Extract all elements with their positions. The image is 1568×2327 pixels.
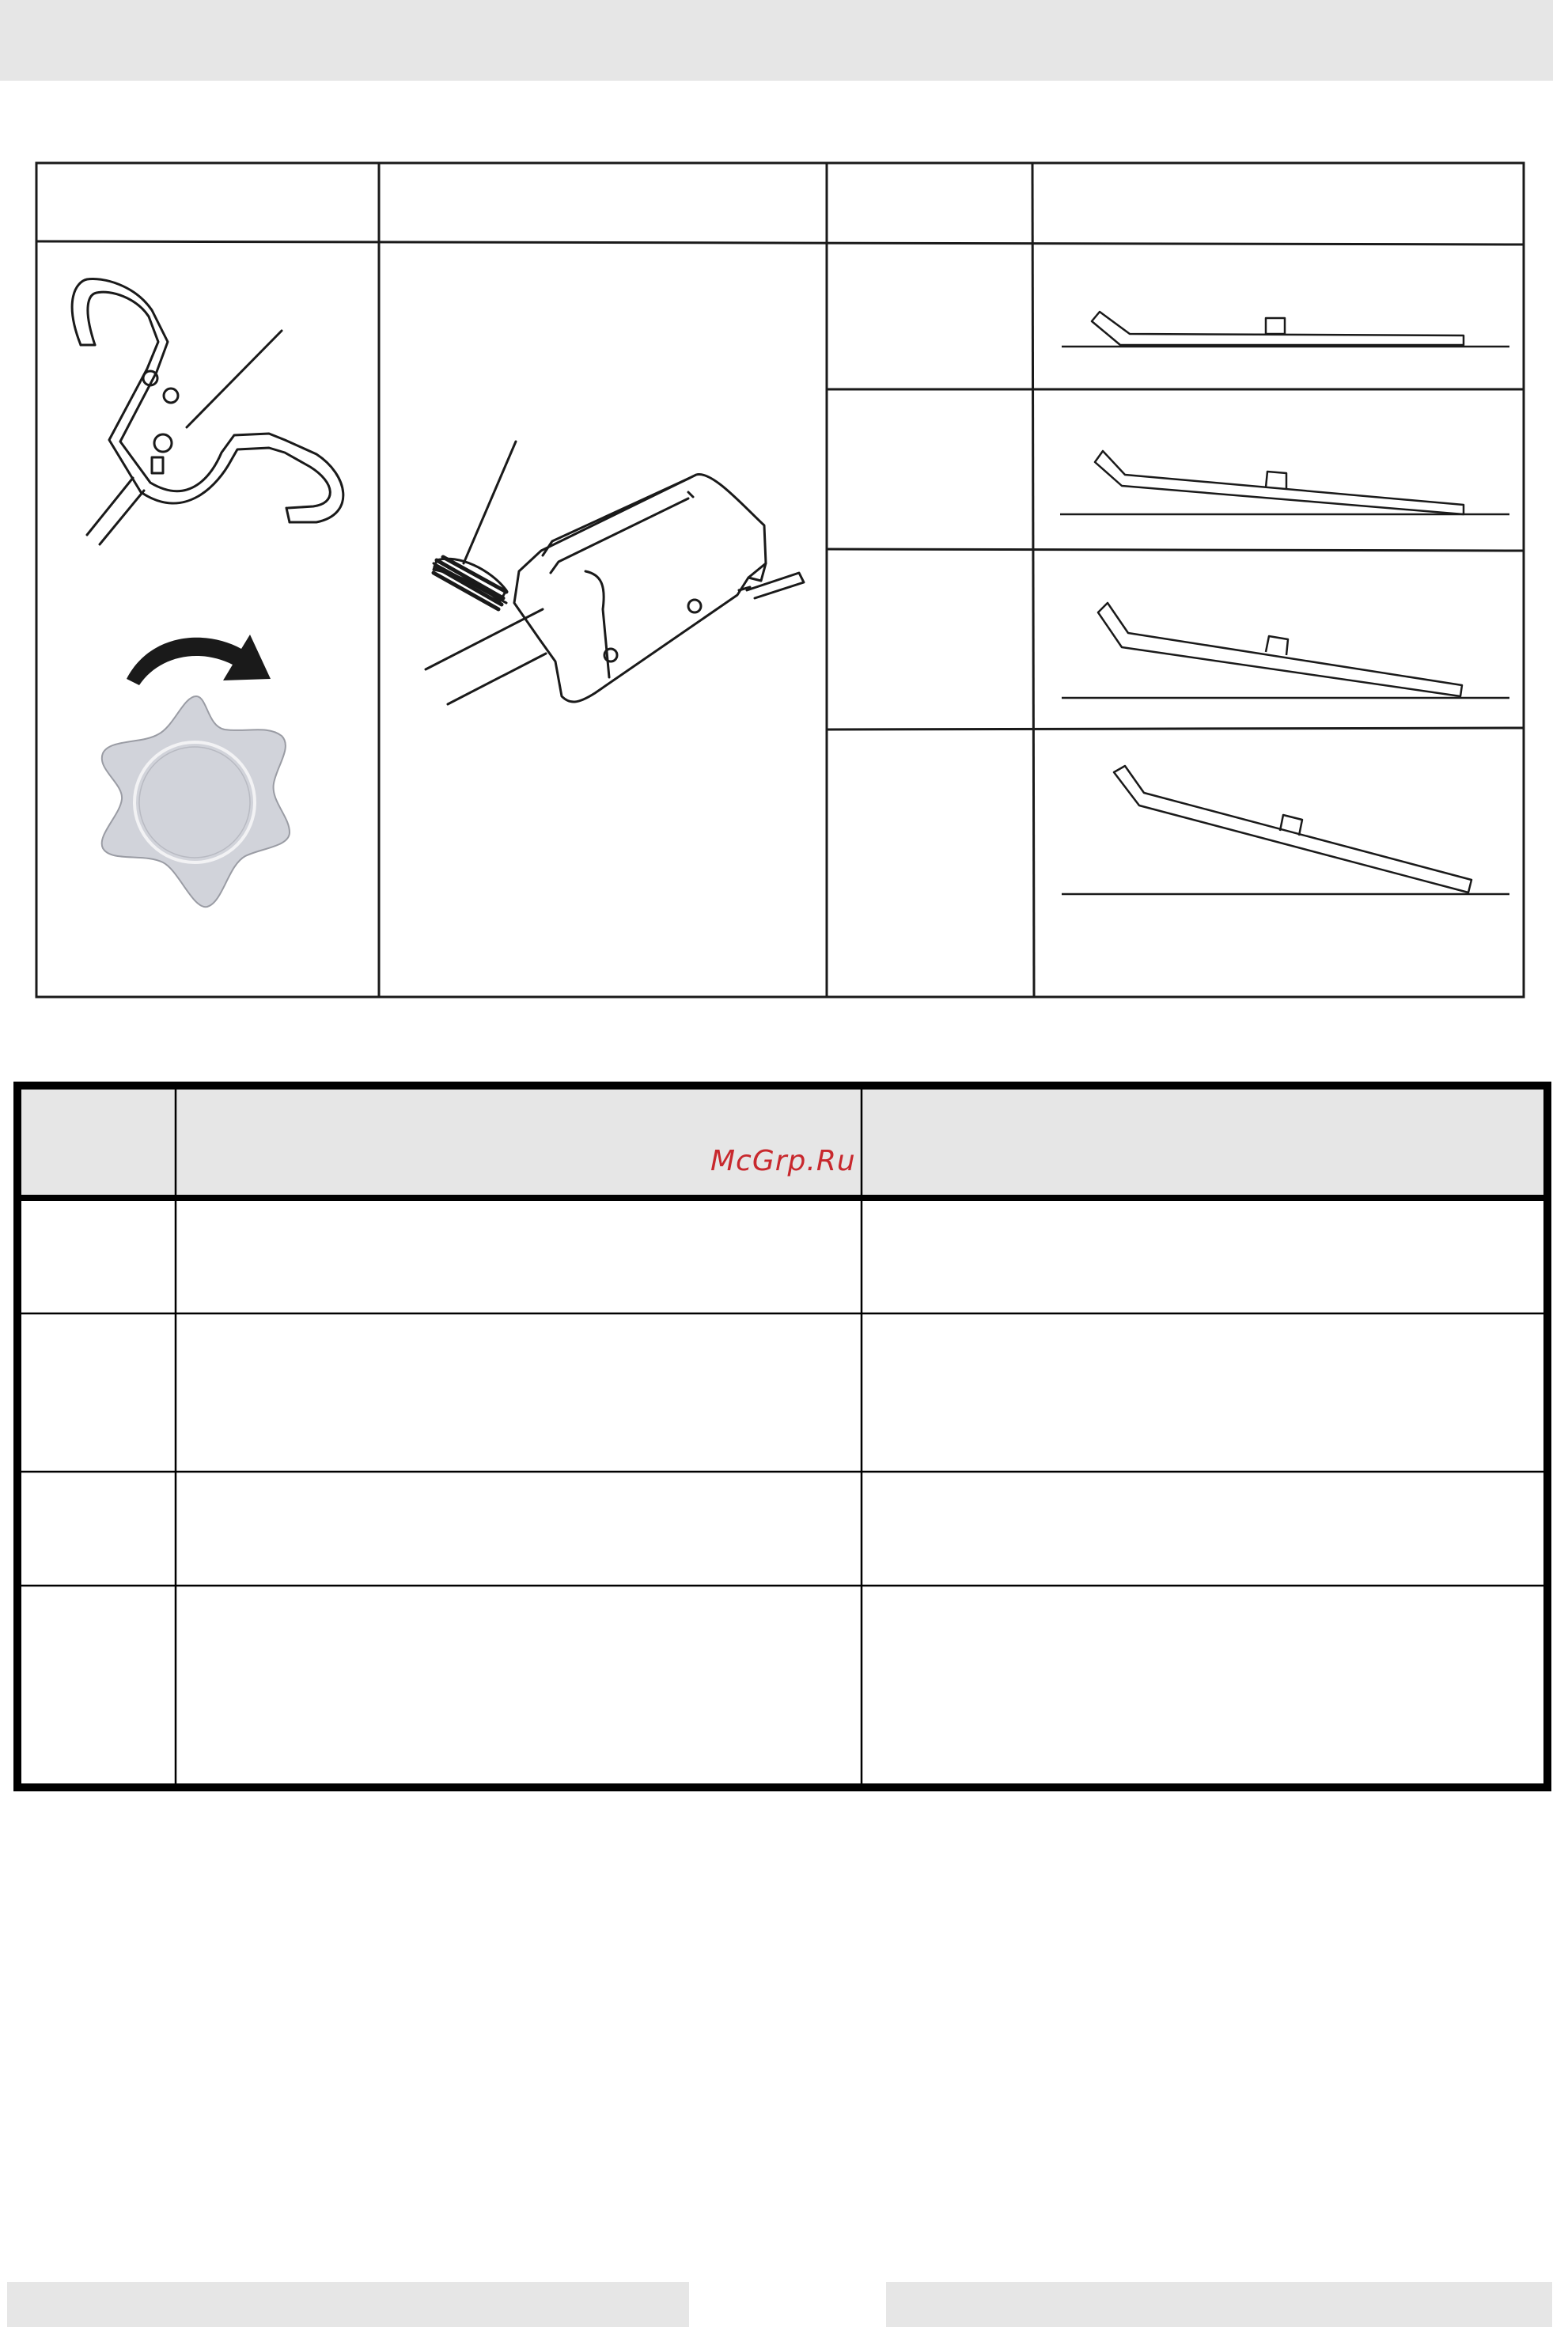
footer-band-left [7, 2282, 689, 2327]
watermark: McGrp.Ru [710, 1145, 856, 1177]
settings-table-header [17, 1086, 1547, 1196]
footer-band-right [886, 2282, 1552, 2327]
